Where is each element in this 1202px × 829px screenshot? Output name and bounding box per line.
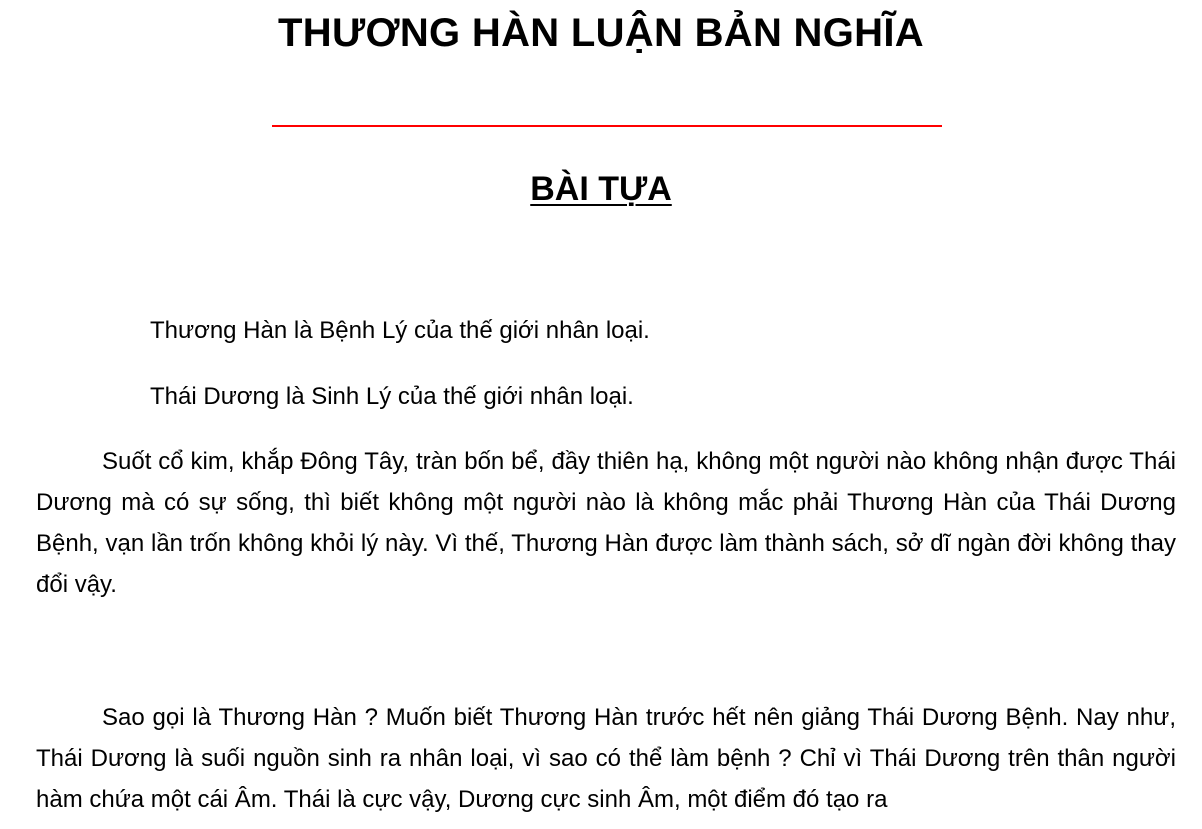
- section-heading: BÀI TỰA: [530, 170, 672, 208]
- intro-line-2: Thái Dương là Sinh Lý của thế giới nhân loại.: [150, 383, 634, 410]
- paragraph-1: Suốt cổ kim, khắp Đông Tây, tràn bốn bể, đầy thiên hạ, không một người nào không nhận được Thái Dương mà có sự sống, thì biết không một người nào là không mắc phải Thương Hàn của Thái Dương Bệnh, vạn lần trốn không khỏi lý này. Vì thế, Thương Hàn được làm thành sách, sở dĩ ngàn đời không thay đổi vậy.: [36, 448, 1176, 598]
- intro-line-1: Thương Hàn là Bệnh Lý của thế giới nhân loại.: [150, 317, 650, 344]
- section-heading-wrapper: [0, 166, 1202, 212]
- title-divider-rule: [272, 125, 942, 127]
- paragraph-2: Sao gọi là Thương Hàn ? Muốn biết Thương Hàn trước hết nên giảng Thái Dương Bệnh. Nay như, Thái Dương là suối nguồn sinh ra nhân loại, vì sao có thể làm bệnh ? Chỉ vì Thái Dương trên thân người hàm chứa một cái Âm. Thái là cực vậy, Dương cực sinh Âm, một điểm đó tạo ra: [36, 704, 1176, 813]
- document-title: THƯƠNG HÀN LUẬN BẢN NGHĨA: [278, 11, 924, 55]
